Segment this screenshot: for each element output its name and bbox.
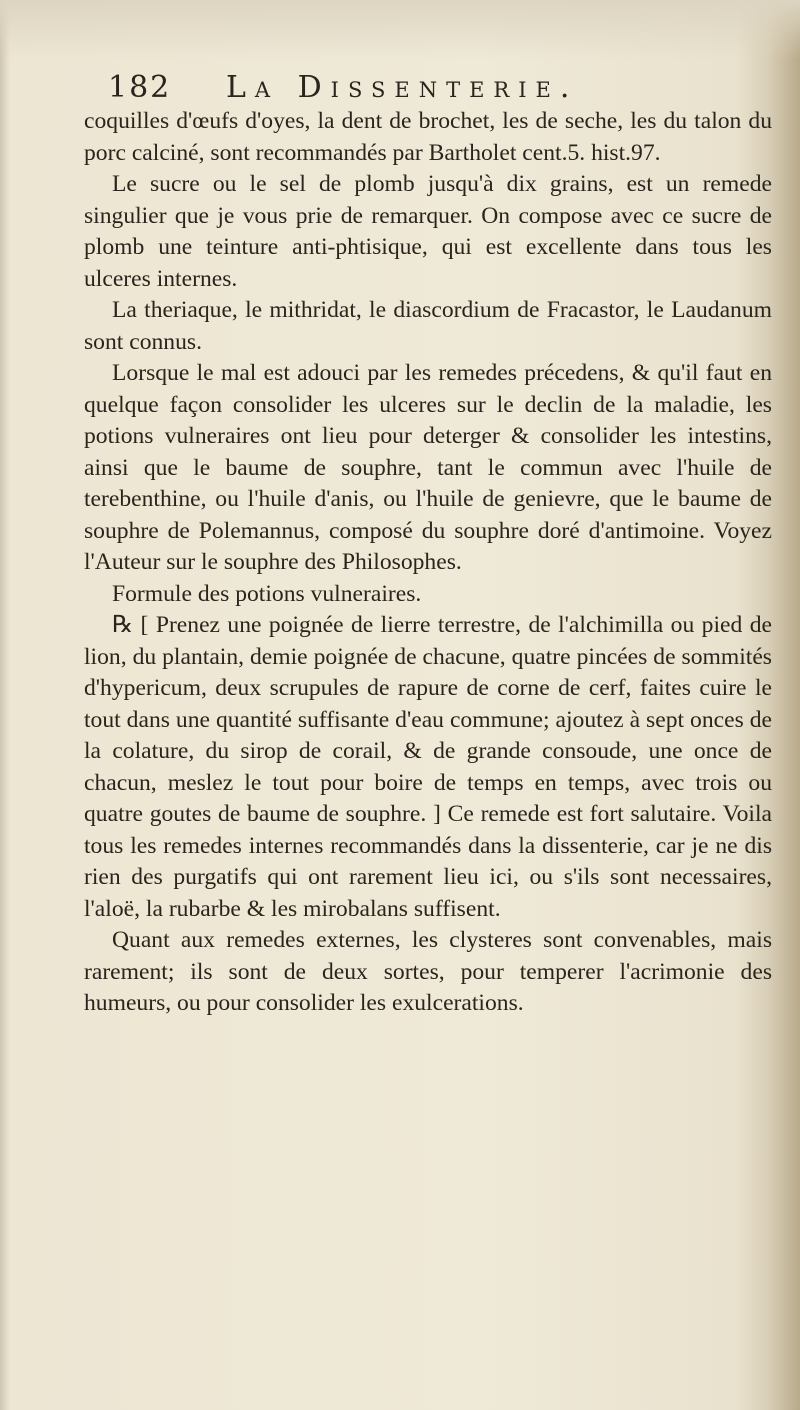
paragraph-1: coquilles d'œufs d'oyes, la dent de brochet, les de seche, les du talon du porc calciné, sont recommandés par Bartholet cent.5. hist.97. bbox=[84, 108, 772, 166]
paragraph-3: La theriaque, le mithridat, le diascordium de Fracastor, le Laudanum sont connus. bbox=[84, 297, 772, 355]
paragraph-2: Le sucre ou le sel de plomb jusqu'à dix grains, est un remede singulier que je vous prie de remarquer. On compose avec ce sucre de plomb une teinture anti-phtisique, qui est excellente dans tous les ulceres internes. bbox=[84, 171, 772, 292]
paragraph-4: Lorsque le mal est adouci par les remedes précedens, & qu'il faut en quelque façon consolider les ulceres sur le declin de la maladie, les potions vulneraires ont lieu pour deterger & consolider les intestins, ainsi que le baume de souphre, tant le commun avec l'huile de terebenthine, ou l'huile d'anis, ou l'huile de genievre, que le baume de souphre de Polemannus, composé du souphre doré d'antimoine. Voyez l'Auteur sur le souphre des Philosophes. bbox=[84, 360, 772, 575]
paragraph-6: Quant aux remedes externes, les clysteres sont convenables, mais rarement; ils sont de deux sortes, pour temperer l'acrimonie des humeurs, ou pour consolider les exulcerations. bbox=[84, 927, 772, 1016]
body-text bbox=[84, 106, 772, 1020]
page-header bbox=[108, 66, 768, 110]
page-number: 182 bbox=[108, 70, 172, 105]
formula-heading: Formule des potions vulneraires. bbox=[112, 580, 422, 607]
running-title: La Dissenterie. bbox=[226, 70, 579, 105]
paragraph-5: ℞ [ Prenez une poignée de lierre terrestre, de l'alchimilla ou pied de lion, du plantain, demie poignée de chacune, quatre pincées de sommités d'hypericum, deux scrupules de rapure de corne de cerf, faites cuire le tout dans une quantité suffisante d'eau commune; ajoutez à sept onces de la colature, du sirop de corail, & de grande consoude, une once de chacun, meslez le tout pour boire de temps en temps, avec trois ou quatre goutes de baume de souphre. ] Ce remede est fort salutaire. Voila tous les remedes internes recommandés dans la dissenterie, car je ne dis rien des purgatifs qui ont rarement lieu ici, ou s'ils sont necessaires, l'aloë, la rubarbe & les mirobalans suffisent. bbox=[84, 612, 772, 922]
